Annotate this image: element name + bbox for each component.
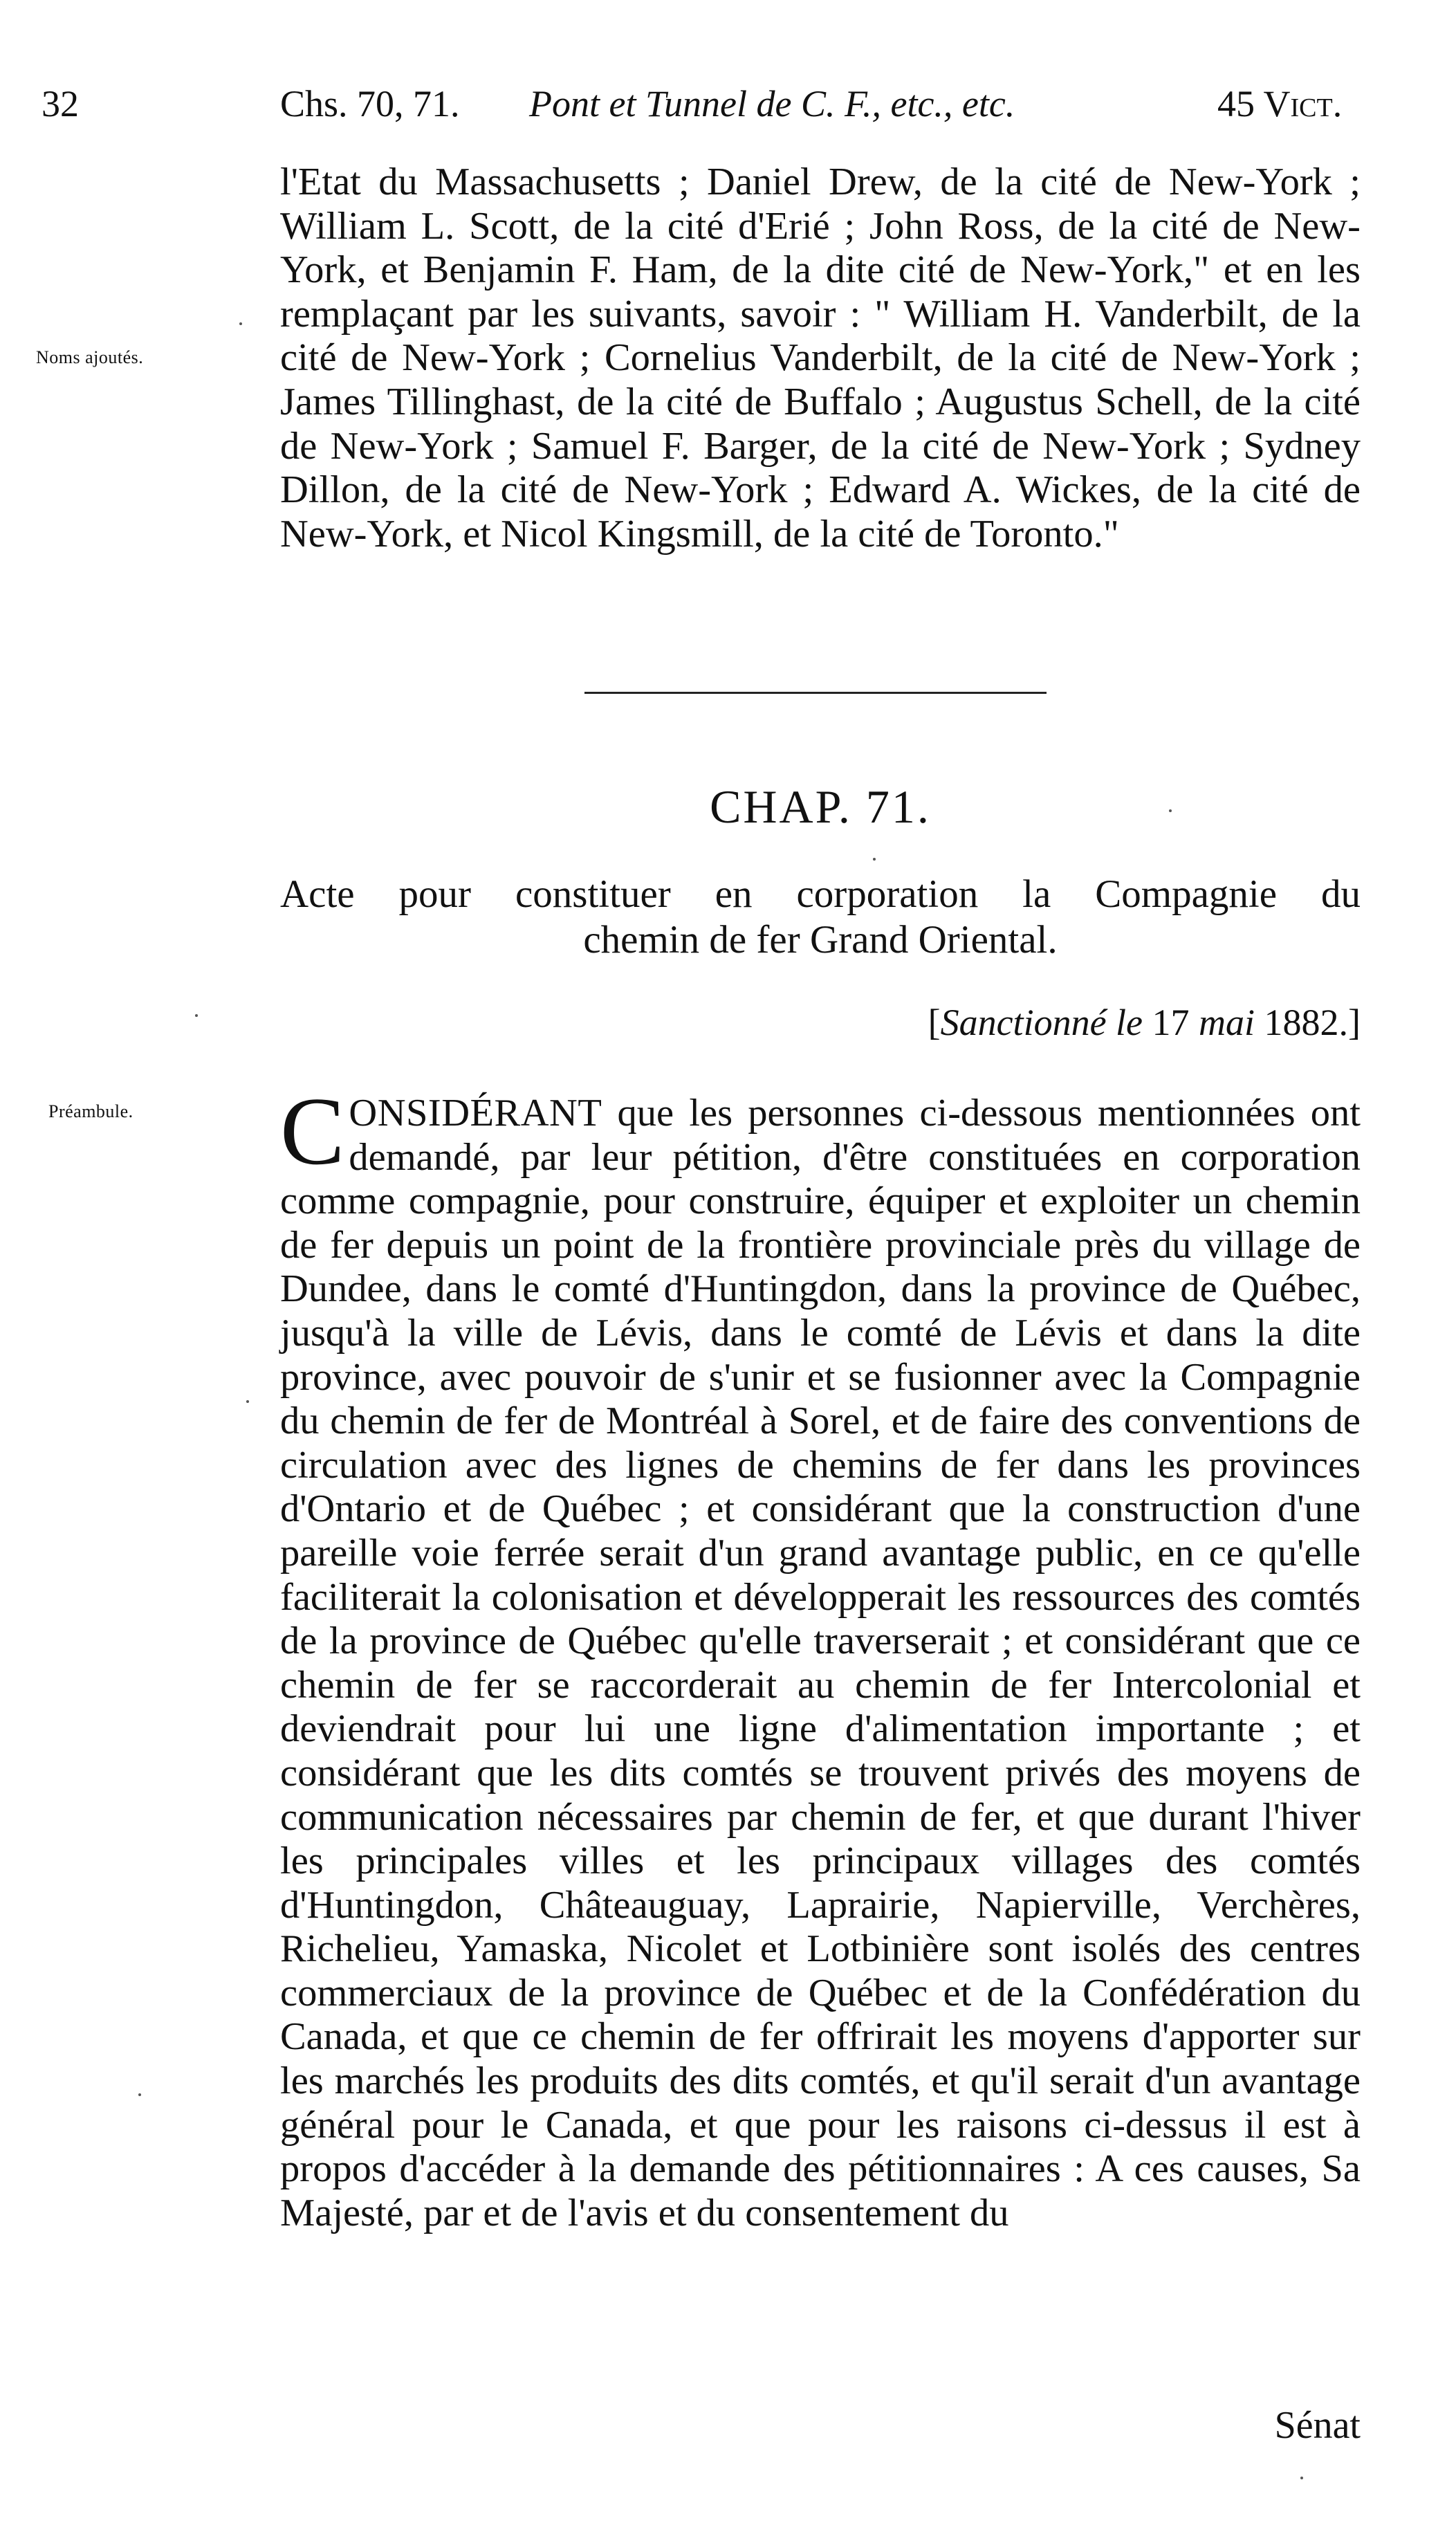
- act-title-line-2: chemin de fer Grand Oriental.: [583, 918, 1058, 962]
- chapter-reference: Chs. 70, 71.: [280, 83, 460, 125]
- act-title-line-1: Acte pour constituer en corporation la Compagnie du: [280, 872, 1361, 916]
- section-divider: [584, 692, 1047, 694]
- print-speck: [195, 1014, 198, 1017]
- sanction-date: [Sanctionné le 17 mai 1882.]: [928, 1002, 1361, 1043]
- drop-cap: C: [280, 1078, 345, 1185]
- margin-note-noms-ajoutes: Noms ajoutés.: [36, 347, 144, 367]
- print-speck: [239, 322, 242, 325]
- print-speck: [873, 858, 876, 861]
- act-title: [280, 872, 1361, 963]
- lead-caps: ONSIDÉRANT: [349, 1092, 602, 1135]
- print-speck: [246, 1400, 249, 1403]
- print-speck: [1300, 2477, 1303, 2479]
- margin-note-preambule: Préambule.: [48, 1101, 133, 1121]
- page-number: 32: [42, 83, 79, 125]
- print-speck: [138, 2093, 141, 2096]
- preamble-paragraph: [280, 1078, 1361, 2235]
- catchword: Sénat: [1274, 2404, 1361, 2447]
- regnal-year: 45 Vict.: [1217, 83, 1343, 125]
- continuation-paragraph: l'Etat du Massachusetts ; Daniel Drew, de la cité de New-York ; William L. Scott, de la cité d'Erié ; John Ross, de la cité de New-York, et Benjamin F. Ham, de la dite cité de New-York," et en les remplaçant par les suivants, savoir : " William H. Vanderbilt, de la cité de New-York ; Cornelius Vanderbilt, de la cité de New-York ; James Tillinghast, de la cité de Buffalo ; Augustus Schell, de la cité de New-York ; Samuel F. Barger, de la cité de New-York ; Sydney Dillon, de la cité de New-York ; Edward A. Wickes, de la cité de New-York, et Nicol Kingsmill, de la cité de Toronto.": [280, 160, 1361, 556]
- print-speck: [1169, 809, 1172, 812]
- preamble-text: que les personnes ci-dessous mentionnées ont demandé, par leur pétition, d'être constituées en corporation comme compagnie, pour construire, équiper et exploiter un chemin de fer depuis un point de la frontière provinciale près du village de Dundee, dans le comté d'Huntingdon, dans la province de Québec, jusqu'à la ville de Lévis, dans le comté de Lévis et dans la dite province, avec pouvoir de s'unir et se fusionner avec la Compagnie du chemin de fer de Montréal à Sorel, et de faire des conventions de circulation avec des lignes de chemins de fer dans les provinces d'Ontario et de Québec ; et considérant que la construction d'une pareille voie ferrée serait d'un grand avantage public, en ce qu'elle faciliterait la colonisation et développerait les ressources des comtés de la province de Québec qu'elle traverserait ; et considérant que ce chemin de fer se raccorderait au chemin de fer Intercolonial et deviendrait pour lui une ligne d'alimentation importante ; et considérant que les dits comtés se trouvent privés des moyens de communication nécessaires par chemin de fer, et que durant l'hiver les principales villes et les principaux villages des comtés d'Huntingdon, Châteauguay, Laprairie, Napierville, Verchères, Richelieu, Yamaska, Nicolet et Lotbinière sont isolés des centres commerciaux de la province de Québec et de la Confédération du Canada, et que ce chemin de fer offrirait les moyens d'apporter sur les marchés les produits des dits comtés, et qu'il serait d'un avantage général pour le Canada, et que pour les raisons ci-dessus il est à propos d'accéder à la demande des pétitionnaires : A ces causes, Sa Majesté, par et de l'avis et du consentement du: [280, 1092, 1361, 2234]
- chapter-heading: CHAP. 71.: [710, 780, 931, 833]
- running-title: Pont et Tunnel de C. F., etc., etc.: [529, 83, 1015, 125]
